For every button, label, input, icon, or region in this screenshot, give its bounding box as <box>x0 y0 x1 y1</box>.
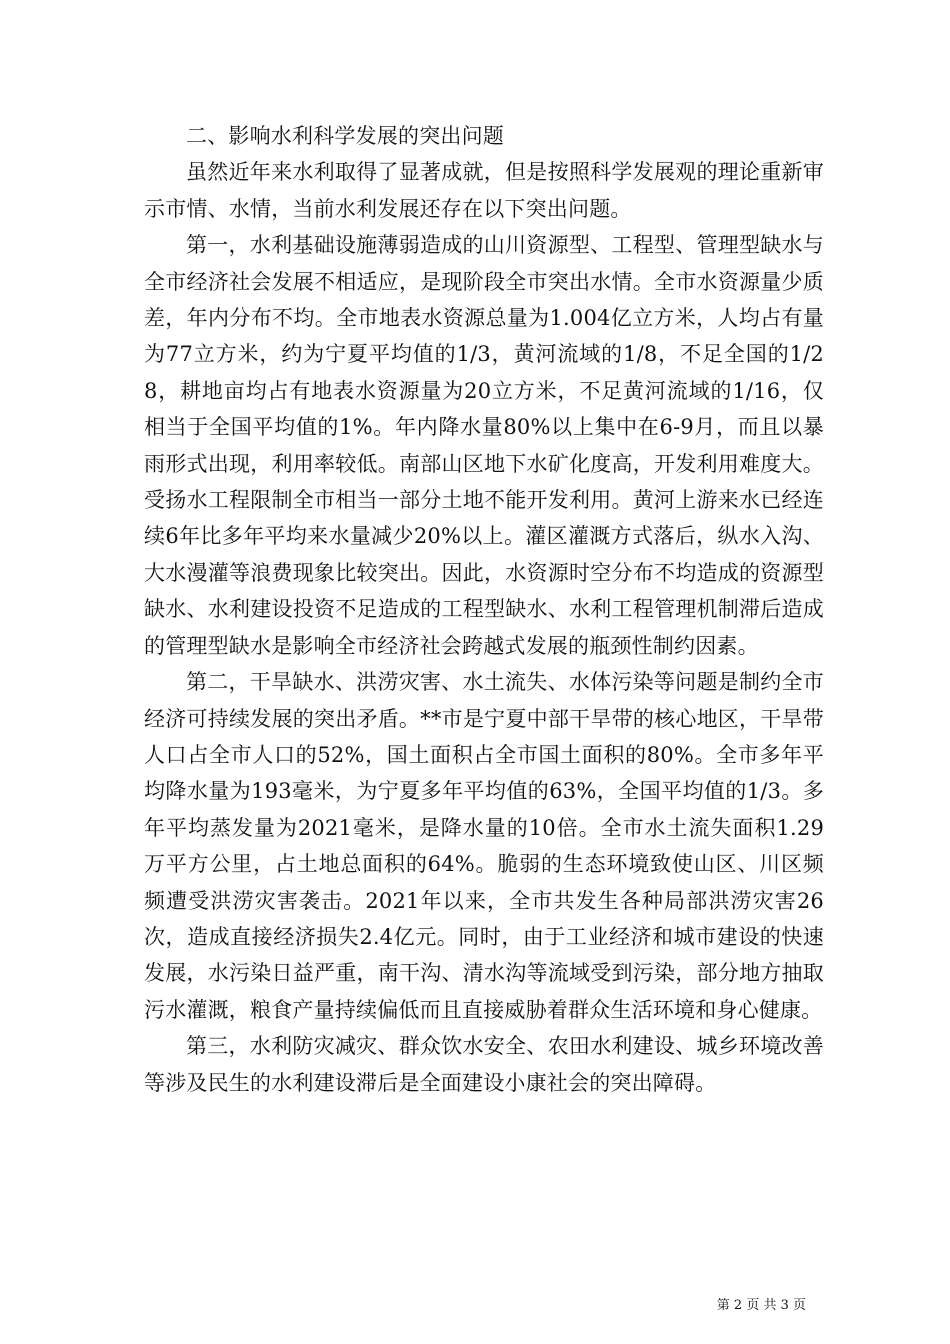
paragraph-intro: 虽然近年来水利取得了显著成就，但是按照科学发展观的理论重新审示市情、水情，当前水利发展还存在以下突出问题。 <box>144 160 824 221</box>
section-heading: 二、影响水利科学发展的突出问题 <box>186 124 504 148</box>
document-body <box>144 118 824 1101</box>
paragraph-first-issue: 第一，水利基础设施薄弱造成的山川资源型、工程型、管理型缺水与全市经济社会发展不相适应，是现阶段全市突出水情。全市水资源量少质差，年内分布不均。全市地表水资源总量为1.004亿立方米，人均占有量为77立方米，约为宁夏平均值的1/3，黄河流域的1/8，不足全国的1/28，耕地亩均占有地表水资源量为20立方米，不足黄河流域的1/16，仅相当于全国平均值的1%。年内降水量80%以上集中在6-9月，而且以暴雨形式出现，利用率较低。南部山区地下水矿化度高，开发利用难度大。受扬水工程限制全市相当一部分土地不能开发利用。黄河上游来水已经连续6年比多年平均来水量减少20%以上。灌区灌溉方式落后，纵水入沟、大水漫灌等浪费现象比较突出。因此，水资源时空分布不均造成的资源型缺水、水利建设投资不足造成的工程型缺水、水利工程管理机制滞后造成的管理型缺水是影响全市经济社会跨越式发展的瓶颈性制约因素。 <box>144 233 824 658</box>
page-number: 第 2 页 共 3 页 <box>716 1298 806 1313</box>
paragraph-third-issue: 第三，水利防灾减灾、群众饮水安全、农田水利建设、城乡环境改善等涉及民生的水利建设滞后是全面建设小康社会的突出障碍。 <box>144 1034 824 1095</box>
paragraph-second-issue: 第二，干旱缺水、洪涝灾害、水土流失、水体污染等问题是制约全市经济可持续发展的突出矛盾。**市是宁夏中部干旱带的核心地区，干旱带人口占全市人口的52%，国土面积占全市国土面积的80%。全市多年平均降水量为193毫米，为宁夏多年平均值的63%，全国平均值的1/3。多年平均蒸发量为2021毫米，是降水量的10倍。全市水土流失面积1.29万平方公里，占土地总面积的64%。脆弱的生态环境致使山区、川区频频遭受洪涝灾害袭击。2021年以来，全市共发生各种局部洪涝灾害26次，造成直接经济损失2.4亿元。同时，由于工业经济和城市建设的快速发展，水污染日益严重，南干沟、清水沟等流域受到污染，部分地方抽取污水灌溉，粮食产量持续偏低而且直接威胁着群众生活环境和身心健康。 <box>144 670 824 1022</box>
